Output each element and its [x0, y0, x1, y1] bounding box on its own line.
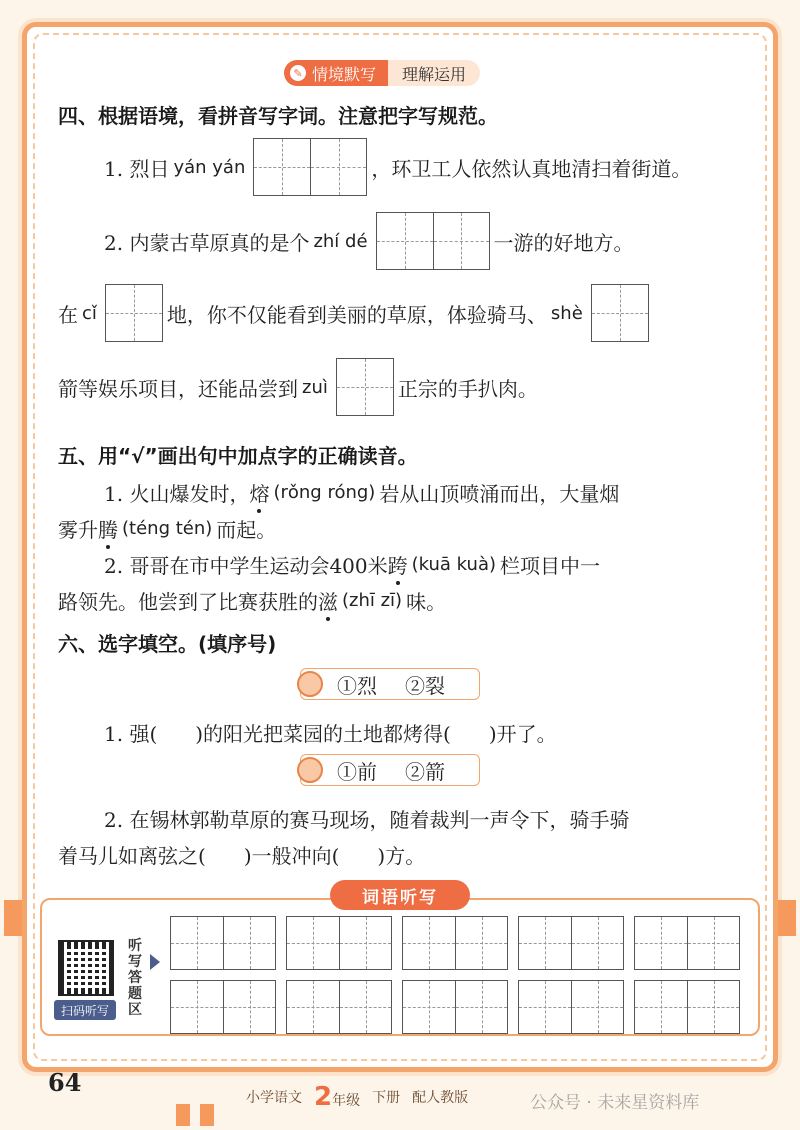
s5-q1a-suffix: 岩从山顶喷涌而出，大量烟 — [379, 482, 620, 506]
q2c-pinyin: zuì — [302, 376, 328, 398]
bottom-tab — [200, 1104, 214, 1126]
snail-icon — [297, 757, 323, 783]
section6-q1 — [104, 718, 557, 747]
choice-box-2 — [300, 754, 480, 786]
q2-suffix: 一游的好地方。 — [493, 230, 634, 255]
q2c-prefix: 箭等娱乐项目，还能品尝到 — [58, 376, 298, 401]
footer-grade-number: 2 — [314, 1082, 333, 1112]
s5-q2b-prefix: 路领先。他尝到了比赛获胜的 — [58, 590, 318, 614]
dictation-grid[interactable] — [170, 916, 276, 970]
dictation-grid[interactable] — [402, 980, 508, 1034]
left-side-tab — [4, 900, 22, 936]
dictation-grid[interactable] — [518, 980, 624, 1034]
s6-q2b-suffix: )方。 — [377, 844, 426, 868]
answer-grid-ci[interactable] — [105, 284, 163, 342]
header-tag-left — [284, 60, 388, 86]
choice-2-option-1: ①前 — [337, 759, 377, 784]
answer-grid-q2[interactable] — [376, 212, 490, 270]
s6-q1-middle: )的阳光把菜园的土地都烤得( — [195, 722, 451, 746]
choice-box-1 — [300, 668, 480, 700]
dictation-grid[interactable] — [634, 916, 740, 970]
section4-title: 四、根据语境，看拼音写字词。注意把字写规范。 — [58, 104, 498, 128]
answer-grid-zui[interactable] — [336, 358, 394, 416]
dotted-char-rong: 熔 — [249, 478, 269, 507]
answer-grid-she[interactable] — [591, 284, 649, 342]
reading-options-rong[interactable]: (rǒng róng) — [273, 482, 376, 503]
s6-q1-suffix: )开了。 — [488, 722, 557, 746]
footer-volume: 下册 — [372, 1090, 401, 1106]
section4-q2 — [104, 212, 634, 270]
page-number: 64 — [48, 1068, 82, 1097]
s5-q2a-prefix: 2. 哥哥在市中学生运动会400米 — [104, 554, 388, 578]
dictation-banner: 词语听写 — [330, 880, 470, 910]
q1-pinyin: yán yán — [173, 156, 246, 178]
reading-options-kua[interactable]: (kuā kuà) — [411, 554, 497, 575]
q2b-prefix: 在 — [58, 302, 78, 327]
q2b-pinyin-she: shè — [550, 302, 583, 324]
qr-code-icon[interactable] — [58, 940, 114, 996]
dotted-char-zi: 滋 — [318, 586, 338, 615]
footer-info — [246, 1084, 468, 1110]
section5-q1-line2 — [58, 514, 276, 543]
header-tag-right: 理解运用 — [388, 60, 480, 86]
bottom-tab — [176, 1104, 190, 1126]
footer-subject: 小学语文 — [246, 1090, 302, 1106]
s6-q2b-prefix: 着马儿如离弦之( — [58, 844, 206, 868]
s5-q1b-suffix: 而起。 — [216, 518, 277, 542]
dictation-grid[interactable] — [402, 916, 508, 970]
watermark: 公众号 · 未来星资料库 — [530, 1093, 700, 1113]
footer-grade-suffix: 年级 — [332, 1093, 361, 1109]
section5-q2-line2 — [58, 586, 446, 615]
q2b-pinyin-ci: cǐ — [82, 302, 97, 324]
section5-q2-line1 — [104, 550, 600, 579]
q2c-suffix: 正宗的手扒肉。 — [397, 376, 538, 401]
dotted-char-kua: 跨 — [388, 550, 408, 579]
section5-q1-line1 — [104, 478, 619, 507]
q1-prefix: 1. 烈日 — [104, 156, 170, 181]
footer-edition: 配人教版 — [412, 1090, 469, 1106]
s6-q1-prefix: 1. 强( — [104, 722, 158, 746]
s5-q1a-prefix: 1. 火山爆发时， — [104, 482, 250, 506]
section6-q2-line2 — [58, 840, 425, 869]
dictation-side-label: 听写答题区 — [128, 938, 142, 1018]
scan-to-dictate-label[interactable]: 扫码听写 — [54, 1000, 116, 1020]
s5-q1b-prefix: 雾升 — [58, 518, 98, 542]
reading-options-teng[interactable]: (téng tén) — [122, 518, 213, 539]
section5-title: 五、用“√”画出句中加点字的正确读音。 — [58, 444, 418, 468]
reading-options-zi[interactable]: (zhī zī) — [342, 590, 403, 611]
section4-q2-line2 — [58, 284, 653, 342]
right-side-tab — [778, 900, 796, 936]
section6-title: 六、选字填空。(填序号) — [58, 632, 277, 656]
s6-q2b-middle: )一般冲向( — [243, 844, 340, 868]
section6-q2-line1 — [104, 804, 629, 833]
q2b-middle: 地，你不仅能看到美丽的草原，体验骑马、 — [166, 302, 547, 327]
section4-q1 — [104, 138, 691, 196]
section4-q2-line3 — [58, 358, 538, 416]
choice-1-option-1: ①烈 — [337, 673, 377, 698]
header-tag-left-text: 情境默写 — [312, 64, 377, 84]
s5-q2b-suffix: 味。 — [406, 590, 447, 614]
choice-2-option-2: ②箭 — [405, 759, 445, 784]
dictation-grid[interactable] — [518, 916, 624, 970]
section-header-tag — [284, 60, 480, 86]
dictation-grid[interactable] — [286, 916, 392, 970]
s6-q2-line1-text: 2. 在锡林郭勒草原的赛马现场，随着裁判一声令下，骑手骑 — [104, 808, 630, 832]
choice-1-option-2: ②裂 — [405, 673, 445, 698]
dictation-grid[interactable] — [286, 980, 392, 1034]
q1-suffix: ，环卫工人依然认真地清扫着街道。 — [371, 156, 692, 181]
answer-grid-q1[interactable] — [253, 138, 367, 196]
dictation-grid[interactable] — [170, 980, 276, 1034]
arrow-right-icon — [150, 954, 160, 970]
pen-icon: ✎ — [290, 65, 306, 81]
s5-q2a-suffix: 栏项目中一 — [500, 554, 601, 578]
dotted-char-teng: 腾 — [98, 514, 118, 543]
dictation-grid[interactable] — [634, 980, 740, 1034]
q2-pinyin: zhí dé — [313, 230, 368, 252]
snail-icon — [297, 671, 323, 697]
q2-prefix: 2. 内蒙古草原真的是个 — [104, 230, 310, 255]
